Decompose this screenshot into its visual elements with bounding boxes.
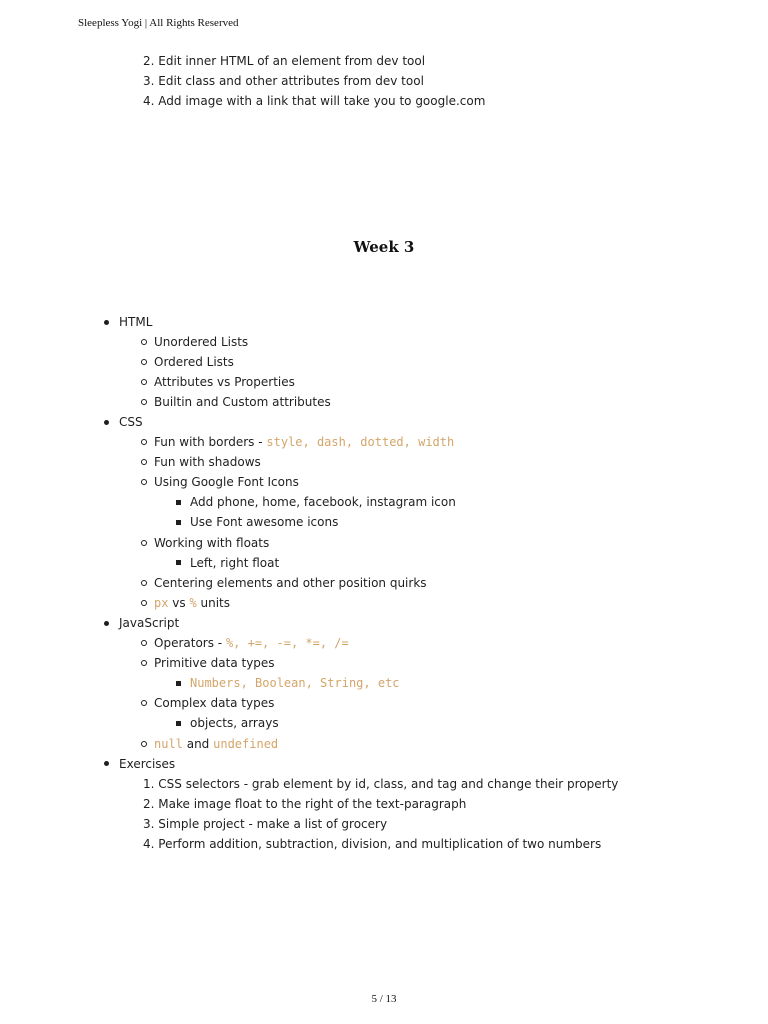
bullet-circle-icon [141, 580, 147, 586]
list-item: Centering elements and other position quirks [154, 576, 427, 590]
exercise-item [143, 837, 601, 851]
list-text: Edit inner HTML of an element from dev tool [158, 54, 426, 68]
topic-javascript: JavaScript [119, 616, 180, 630]
topic-css: CSS [119, 415, 143, 429]
bullet-circle-icon [141, 700, 147, 706]
bullet-circle-icon [141, 540, 147, 546]
page-number: 5 / 13 [371, 993, 397, 1005]
bullet-circle-icon [141, 600, 147, 606]
bullet-circle-icon [141, 459, 147, 465]
bullet-square-icon [176, 520, 181, 525]
list-item [143, 94, 485, 108]
list-text: and [182, 737, 214, 751]
bullet-circle-icon [141, 379, 147, 385]
list-number: 4. [143, 94, 155, 108]
list-item: Left, right float [190, 556, 280, 570]
section-title: Week 3 [353, 238, 415, 256]
bullet-disc-icon [104, 420, 109, 425]
code-snippet: Numbers, Boolean, String, etc [190, 676, 400, 690]
exercise-item [143, 817, 387, 831]
list-item: Primitive data types [154, 656, 275, 670]
code-snippet: %, +=, -=, *=, /= [225, 636, 349, 650]
code-snippet: % [189, 596, 197, 610]
list-text: Make image float to the right of the text-paragraph [158, 797, 467, 811]
bullet-disc-icon [104, 320, 109, 325]
bullet-circle-icon [141, 399, 147, 405]
list-number: 2. [143, 797, 155, 811]
bullet-disc-icon [104, 621, 109, 626]
code-snippet: undefined [213, 737, 279, 751]
list-text: Operators - [154, 636, 226, 650]
bullet-square-icon [176, 721, 181, 726]
topic-exercises: Exercises [119, 757, 176, 771]
list-item [143, 54, 425, 68]
bullet-circle-icon [141, 660, 147, 666]
code-snippet: style, dash, dotted, width [266, 435, 455, 449]
bullet-square-icon [176, 681, 181, 686]
list-number: 1. [143, 777, 155, 791]
list-text: vs [168, 596, 190, 610]
list-item [190, 676, 400, 690]
list-item: objects, arrays [190, 716, 279, 730]
list-item: Ordered Lists [154, 355, 234, 369]
list-text: Perform addition, subtraction, division, and multiplication of two numbers [158, 837, 602, 851]
bullet-square-icon [176, 500, 181, 505]
exercise-item [143, 797, 466, 811]
bullet-circle-icon [141, 359, 147, 365]
list-item: Complex data types [154, 696, 275, 710]
list-item [154, 596, 230, 610]
exercise-item [143, 777, 618, 791]
list-item: Unordered Lists [154, 335, 249, 349]
list-number: 2. [143, 54, 155, 68]
bullet-circle-icon [141, 339, 147, 345]
list-text: Fun with borders - [154, 435, 267, 449]
list-number: 3. [143, 74, 155, 88]
bullet-circle-icon [141, 640, 147, 646]
list-item [143, 74, 424, 88]
list-item [154, 435, 454, 449]
code-snippet: null [154, 737, 183, 751]
list-item [154, 737, 278, 751]
code-snippet: px [154, 596, 169, 610]
list-item: Builtin and Custom attributes [154, 395, 331, 409]
list-text: Add image with a link that will take you to google.com [158, 94, 486, 108]
list-number: 3. [143, 817, 155, 831]
list-item: Use Font awesome icons [190, 515, 339, 529]
list-text: Edit class and other attributes from dev tool [158, 74, 424, 88]
list-text: units [196, 596, 230, 610]
list-item: Fun with shadows [154, 455, 261, 469]
bullet-disc-icon [104, 761, 109, 766]
list-text: Simple project - make a list of grocery [158, 817, 388, 831]
list-item: Attributes vs Properties [154, 375, 295, 389]
list-item: Working with floats [154, 536, 270, 550]
list-item [154, 636, 349, 650]
list-text: CSS selectors - grab element by id, class, and tag and change their property [158, 777, 619, 791]
bullet-circle-icon [141, 479, 147, 485]
bullet-square-icon [176, 560, 181, 565]
list-item: Add phone, home, facebook, instagram icon [190, 495, 456, 509]
list-number: 4. [143, 837, 155, 851]
page-header: Sleepless Yogi | All Rights Reserved [78, 17, 239, 29]
list-item: Using Google Font Icons [154, 475, 299, 489]
topic-html: HTML [119, 315, 153, 329]
bullet-circle-icon [141, 741, 147, 747]
bullet-circle-icon [141, 439, 147, 445]
